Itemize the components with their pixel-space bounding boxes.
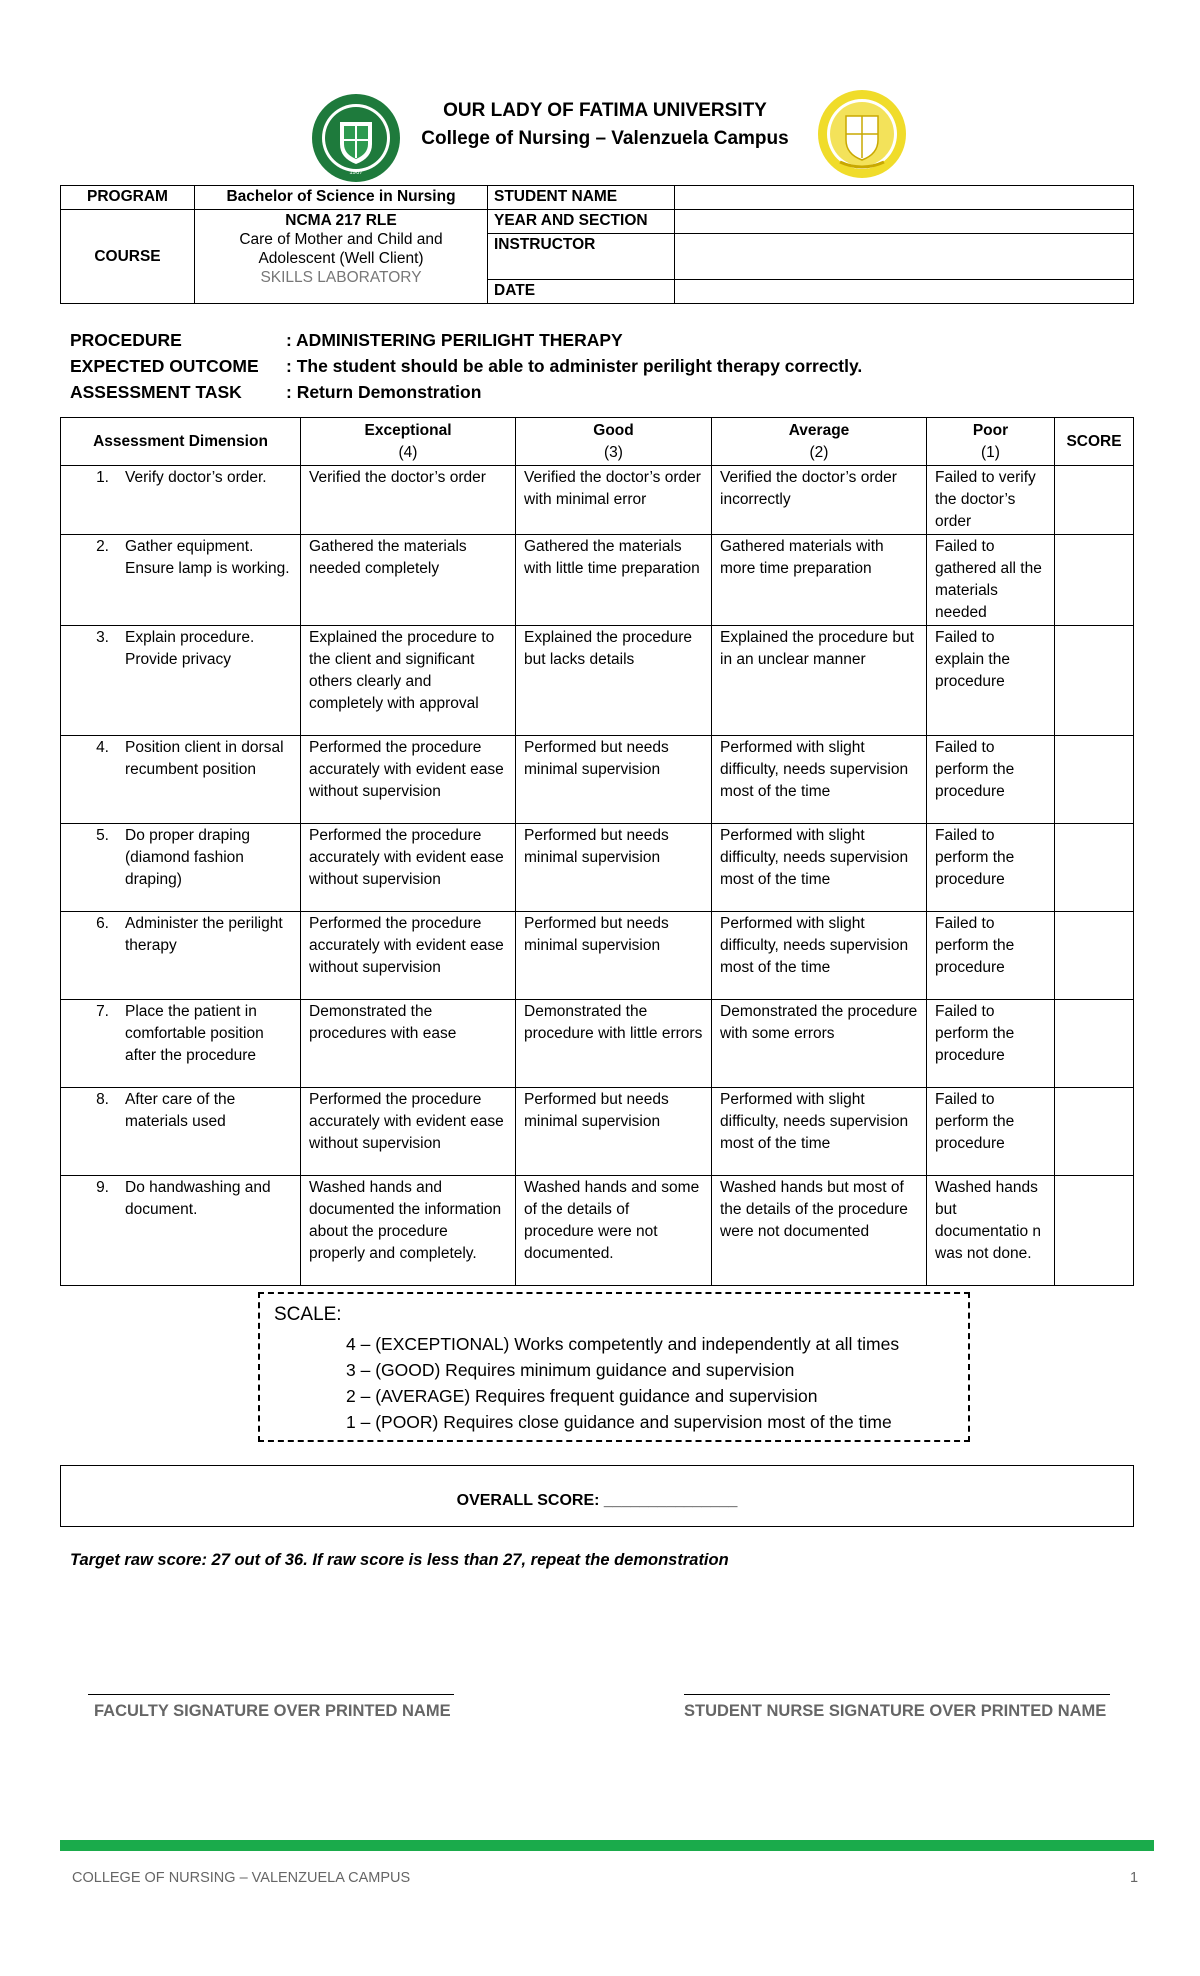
page-number: 1 xyxy=(1130,1870,1139,1886)
program-value: Bachelor of Science in Nursing xyxy=(195,186,488,210)
dimension-text: Do proper draping (diamond fashion draping) xyxy=(125,827,250,888)
exceptional-cell: Demonstrated the procedures with ease xyxy=(301,1000,516,1088)
row-number: 7. xyxy=(96,1003,109,1020)
score-cell[interactable] xyxy=(1055,1088,1134,1176)
rubric-row xyxy=(61,912,1134,1000)
course-title: Care of Mother and Child and Adolescent (Well Client) xyxy=(239,231,443,267)
footer-green-bar xyxy=(60,1840,1154,1851)
instructor-label: INSTRUCTOR xyxy=(488,234,675,280)
dimension-text: Position client in dorsal recumbent position xyxy=(125,739,284,778)
good-cell: Performed but needs minimal supervision xyxy=(516,824,712,912)
outcome-label: EXPECTED OUTCOME xyxy=(70,356,259,376)
average-cell: Performed with slight difficulty, needs supervision most of the time xyxy=(712,912,927,1000)
right-college-seal xyxy=(816,88,908,185)
date-field[interactable] xyxy=(675,280,1134,304)
row-number: 8. xyxy=(96,1091,109,1108)
rubric-row xyxy=(61,626,1134,736)
dimension-cell xyxy=(61,626,301,736)
row-number: 9. xyxy=(96,1179,109,1196)
scale-item: 4 – (EXCEPTIONAL) Works competently and independently at all times xyxy=(346,1334,900,1354)
good-cell: Performed but needs minimal supervision xyxy=(516,912,712,1000)
header-poor: Poor (1) xyxy=(927,418,1055,466)
exceptional-cell: Performed the procedure accurately with evident ease without supervision xyxy=(301,824,516,912)
svg-text:1967: 1967 xyxy=(349,170,363,176)
row-number: 2. xyxy=(96,538,109,555)
dimension-cell xyxy=(61,466,301,535)
dimension-cell xyxy=(61,736,301,824)
overall-score-box xyxy=(60,1465,1134,1527)
score-cell[interactable] xyxy=(1055,1176,1134,1286)
dimension-cell xyxy=(61,1000,301,1088)
row-number: 1. xyxy=(96,469,109,486)
poor-cell: Failed to perform the procedure xyxy=(927,912,1055,1000)
header-average: Average (2) xyxy=(712,418,927,466)
dimension-cell xyxy=(61,1088,301,1176)
average-cell: Performed with slight difficulty, needs supervision most of the time xyxy=(712,824,927,912)
procedure-value: : ADMINISTERING PERILIGHT THERAPY xyxy=(286,330,623,350)
dimension-text: Place the patient in comfortable position after the procedure xyxy=(125,1003,264,1064)
overall-score-label: OVERALL SCORE: _______________ xyxy=(456,1492,738,1509)
rubric-row xyxy=(61,1088,1134,1176)
score-cell[interactable] xyxy=(1055,824,1134,912)
task-label: ASSESSMENT TASK xyxy=(70,382,242,402)
rubric-row xyxy=(61,535,1134,626)
poor-cell: Failed to verify the doctor’s order xyxy=(927,466,1055,535)
college-name: College of Nursing – Valenzuela Campus xyxy=(421,128,789,149)
score-cell[interactable] xyxy=(1055,912,1134,1000)
course-cell xyxy=(195,210,488,304)
row-number: 5. xyxy=(96,827,109,844)
dimension-cell xyxy=(61,1176,301,1286)
target-score-note: Target raw score: 27 out of 36. If raw score is less than 27, repeat the demonstration xyxy=(70,1551,729,1569)
dimension-text: After care of the materials used xyxy=(125,1091,236,1130)
procedure-block xyxy=(70,327,862,405)
exceptional-cell: Explained the procedure to the client and significant others clearly and completely with approval xyxy=(301,626,516,736)
poor-cell: Washed hands but documentatio n was not done. xyxy=(927,1176,1055,1286)
good-cell: Performed but needs minimal supervision xyxy=(516,1088,712,1176)
scale-item: 3 – (GOOD) Requires minimum guidance and supervision xyxy=(346,1360,795,1380)
dimension-cell xyxy=(61,824,301,912)
rubric-row xyxy=(61,824,1134,912)
instructor-field[interactable] xyxy=(675,234,1134,280)
header-dimension: Assessment Dimension xyxy=(61,418,301,466)
score-cell[interactable] xyxy=(1055,626,1134,736)
left-university-seal xyxy=(310,92,402,189)
dimension-text: Administer the perilight therapy xyxy=(125,915,283,954)
rubric-table xyxy=(60,417,1134,1286)
exceptional-cell: Gathered the materials needed completely xyxy=(301,535,516,626)
faculty-signature-label: FACULTY SIGNATURE OVER PRINTED NAME xyxy=(94,1702,451,1720)
student-info-table xyxy=(60,185,1134,304)
scale-item: 1 – (POOR) Requires close guidance and supervision most of the time xyxy=(346,1412,892,1432)
good-cell: Verified the doctor’s order with minimal error xyxy=(516,466,712,535)
header-score: SCORE xyxy=(1055,418,1134,466)
good-cell: Gathered the materials with little time preparation xyxy=(516,535,712,626)
poor-cell: Failed to gathered all the materials needed xyxy=(927,535,1055,626)
average-cell: Verified the doctor’s order incorrectly xyxy=(712,466,927,535)
average-cell: Gathered materials with more time preparation xyxy=(712,535,927,626)
rubric-row xyxy=(61,466,1134,535)
scale-heading: SCALE: xyxy=(274,1304,342,1325)
procedure-label: PROCEDURE xyxy=(70,330,182,350)
rubric-row xyxy=(61,736,1134,824)
program-label: PROGRAM xyxy=(61,186,195,210)
faculty-signature-line[interactable] xyxy=(88,1694,454,1695)
exceptional-cell: Performed the procedure accurately with evident ease without supervision xyxy=(301,1088,516,1176)
scale-box xyxy=(258,1292,970,1442)
rubric-row xyxy=(61,1176,1134,1286)
exceptional-cell: Performed the procedure accurately with evident ease without supervision xyxy=(301,736,516,824)
average-cell: Demonstrated the procedure with some errors xyxy=(712,1000,927,1088)
course-sub: SKILLS LABORATORY xyxy=(260,269,422,286)
poor-cell: Failed to perform the procedure xyxy=(927,736,1055,824)
poor-cell: Failed to perform the procedure xyxy=(927,824,1055,912)
good-cell: Demonstrated the procedure with little errors xyxy=(516,1000,712,1088)
task-value: : Return Demonstration xyxy=(286,382,482,402)
exceptional-cell: Verified the doctor’s order xyxy=(301,466,516,535)
course-label: COURSE xyxy=(61,210,195,304)
poor-cell: Failed to perform the procedure xyxy=(927,1000,1055,1088)
score-cell[interactable] xyxy=(1055,736,1134,824)
average-cell: Performed with slight difficulty, needs supervision most of the time xyxy=(712,736,927,824)
good-cell: Washed hands and some of the details of procedure were not documented. xyxy=(516,1176,712,1286)
row-number: 6. xyxy=(96,915,109,932)
dimension-text: Do handwashing and document. xyxy=(125,1179,271,1218)
outcome-value: : The student should be able to administer perilight therapy correctly. xyxy=(286,356,863,376)
rubric-row xyxy=(61,1000,1134,1088)
row-number: 3. xyxy=(96,629,109,646)
exceptional-cell: Performed the procedure accurately with evident ease without supervision xyxy=(301,912,516,1000)
header-good: Good (3) xyxy=(516,418,712,466)
average-cell: Performed with slight difficulty, needs supervision most of the time xyxy=(712,1088,927,1176)
average-cell: Washed hands but most of the details of the procedure were not documented xyxy=(712,1176,927,1286)
poor-cell: Failed to perform the procedure xyxy=(927,1088,1055,1176)
row-number: 4. xyxy=(96,739,109,756)
header-exceptional: Exceptional (4) xyxy=(301,418,516,466)
good-cell: Performed but needs minimal supervision xyxy=(516,736,712,824)
course-code: NCMA 217 RLE xyxy=(285,212,397,229)
year-section-field[interactable] xyxy=(675,210,1134,234)
student-name-label: STUDENT NAME xyxy=(488,186,675,210)
student-signature-label: STUDENT NURSE SIGNATURE OVER PRINTED NAME xyxy=(684,1702,1107,1720)
student-name-field[interactable] xyxy=(675,186,1134,210)
dimension-text: Gather equipment. Ensure lamp is working. xyxy=(125,538,290,577)
average-cell: Explained the procedure but in an unclear manner xyxy=(712,626,927,736)
dimension-text: Explain procedure. Provide privacy xyxy=(125,629,255,668)
year-section-label: YEAR AND SECTION xyxy=(488,210,675,234)
good-cell: Explained the procedure but lacks details xyxy=(516,626,712,736)
dimension-cell xyxy=(61,912,301,1000)
scale-item: 2 – (AVERAGE) Requires frequent guidance and supervision xyxy=(346,1386,818,1406)
footer-text: COLLEGE OF NURSING – VALENZUELA CAMPUS xyxy=(72,1870,411,1886)
score-cell[interactable] xyxy=(1055,466,1134,535)
university-name: OUR LADY OF FATIMA UNIVERSITY xyxy=(443,100,767,121)
score-cell[interactable] xyxy=(1055,1000,1134,1088)
dimension-cell xyxy=(61,535,301,626)
dimension-text: Verify doctor’s order. xyxy=(125,469,267,486)
score-cell[interactable] xyxy=(1055,535,1134,626)
rubric-header-row xyxy=(61,418,1134,466)
exceptional-cell: Washed hands and documented the information about the procedure properly and completely. xyxy=(301,1176,516,1286)
poor-cell: Failed to explain the procedure xyxy=(927,626,1055,736)
date-label: DATE xyxy=(488,280,675,304)
student-signature-line[interactable] xyxy=(684,1694,1110,1695)
